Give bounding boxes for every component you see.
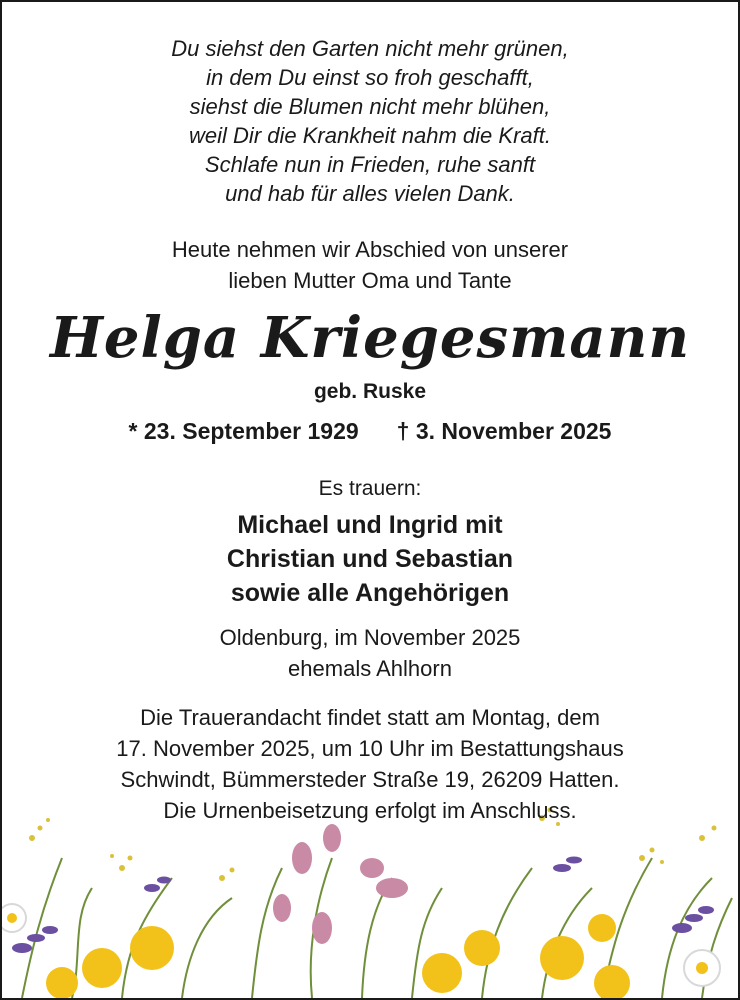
- intro-line: Heute nehmen wir Abschied von unserer: [171, 237, 569, 262]
- poem: [2, 34, 738, 208]
- life-dates: [2, 416, 738, 446]
- deceased-name: Helga Kriegesmann: [49, 305, 691, 371]
- place-line: ehemals Ahlhorn: [288, 656, 452, 681]
- poem-line: siehst die Blumen nicht mehr blühen,: [189, 94, 551, 119]
- mourners-label: Es trauern:: [318, 477, 422, 500]
- poem-line: Schlafe nun in Frieden, ruhe sanft: [204, 152, 536, 177]
- poem-line: Du siehst den Garten nicht mehr grünen,: [171, 36, 569, 61]
- service-line: 17. November 2025, um 10 Uhr im Bestattungshaus: [116, 736, 624, 761]
- wildflower-decoration: [2, 798, 738, 998]
- mourners-list: [2, 508, 738, 610]
- poem-line: in dem Du einst so froh geschafft,: [206, 65, 534, 90]
- poem-line: weil Dir die Krankheit nahm die Kraft.: [189, 123, 551, 148]
- birth-date: * 23. September 1929: [128, 418, 359, 444]
- service-details: [2, 702, 738, 826]
- maiden-name: geb. Ruske: [313, 380, 427, 403]
- pink-campion: [273, 824, 408, 944]
- service-line: Die Urnenbeisetzung erfolgt im Anschluss.: [163, 798, 577, 823]
- mourner-line: Christian und Sebastian: [226, 545, 514, 573]
- death-date: † 3. November 2025: [396, 418, 612, 444]
- place-line: Oldenburg, im November 2025: [219, 625, 521, 650]
- farewell-intro: [2, 234, 738, 296]
- service-line: Schwindt, Bümmersteder Straße 19, 26209 Hatten.: [120, 767, 620, 792]
- mourner-line: sowie alle Angehörigen: [230, 579, 510, 607]
- buttercups: [46, 914, 630, 998]
- poem-line: und hab für alles vielen Dank.: [225, 181, 515, 206]
- mourner-line: Michael und Ingrid mit: [237, 511, 503, 539]
- service-line: Die Trauerandacht findet statt am Montag, dem: [140, 705, 600, 730]
- place-and-date: [2, 622, 738, 684]
- intro-line: lieben Mutter Oma und Tante: [228, 268, 512, 293]
